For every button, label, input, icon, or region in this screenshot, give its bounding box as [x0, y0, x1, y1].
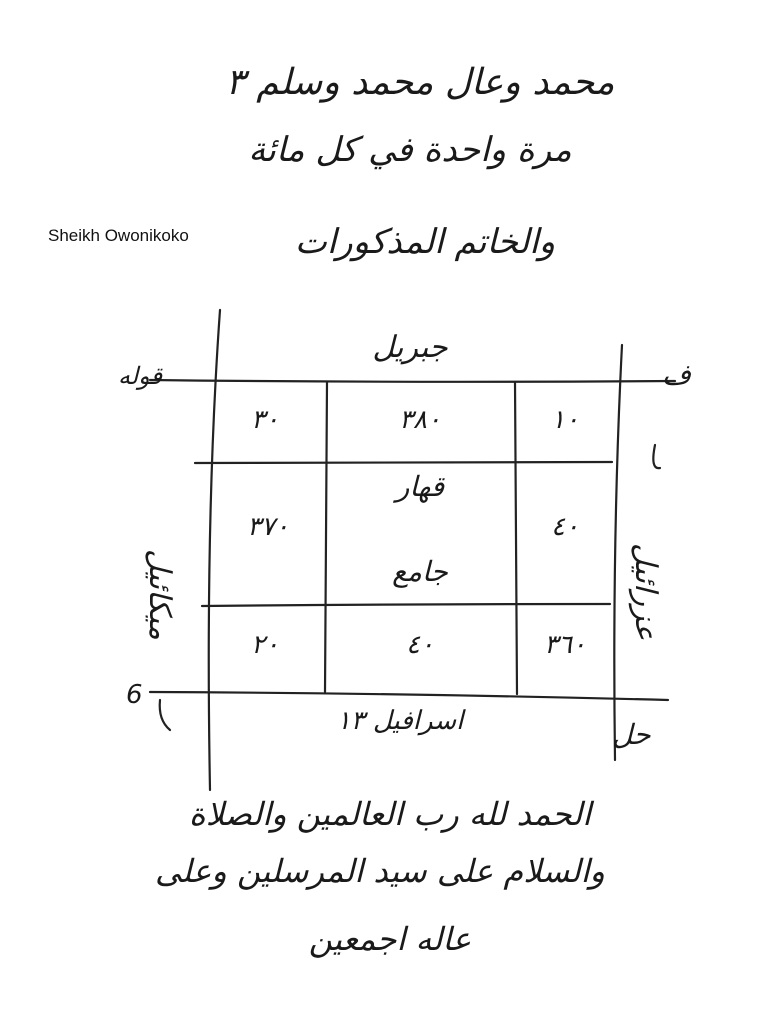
- footer-line-1: الحمد لله رب العالمين والصلاة: [188, 795, 592, 833]
- cell-r2c1: ٣٧٠: [247, 512, 289, 542]
- corner-bottom-right: حل: [612, 718, 651, 751]
- corner-top-left: قوله: [118, 362, 163, 390]
- cell-r1c3: ١٠: [551, 405, 579, 435]
- header-line-1: محمد وعال محمد وسلم ٣: [225, 62, 615, 103]
- corner-bottom-left: 6: [126, 680, 143, 710]
- grid-line-bottom: [150, 692, 668, 700]
- footer-line-3: عاله اجمعين: [308, 920, 472, 958]
- left-angel-label: ميكائيل: [142, 549, 177, 640]
- footer-line-2: والسلام على سيد المرسلين وعلى: [155, 852, 605, 890]
- cell-r1c1: ٣٠: [251, 405, 279, 435]
- center-word-bottom: جامع: [392, 555, 448, 588]
- grid-line-left: [209, 310, 220, 790]
- header-line-3: والخاتم المذكورات: [294, 222, 556, 262]
- grid-line-top: [150, 380, 675, 382]
- grid-line-row1: [195, 462, 612, 463]
- top-angel-label: جبريل: [372, 330, 448, 365]
- cell-r1c2: ٣٨٠: [399, 405, 441, 435]
- flourish-left-bottom: [160, 700, 170, 730]
- corner-top-right: ف: [662, 358, 692, 391]
- right-angel-label: عزرائيل: [628, 542, 663, 640]
- cell-r2c3: ٤٠: [551, 512, 579, 542]
- grid-line-row2: [202, 604, 610, 606]
- bottom-angel-label: اسرافيل ١٣: [336, 706, 464, 736]
- header-line-2: مرة واحدة في كل مائة: [248, 130, 572, 170]
- cell-r3c1: ٢٠: [251, 630, 279, 660]
- cell-r3c2: ٤٠: [406, 630, 434, 660]
- author-credit: Sheikh Owonikoko: [48, 226, 189, 245]
- center-word-top: قهار: [395, 470, 445, 503]
- cell-r3c3: ٣٦٠: [544, 630, 586, 660]
